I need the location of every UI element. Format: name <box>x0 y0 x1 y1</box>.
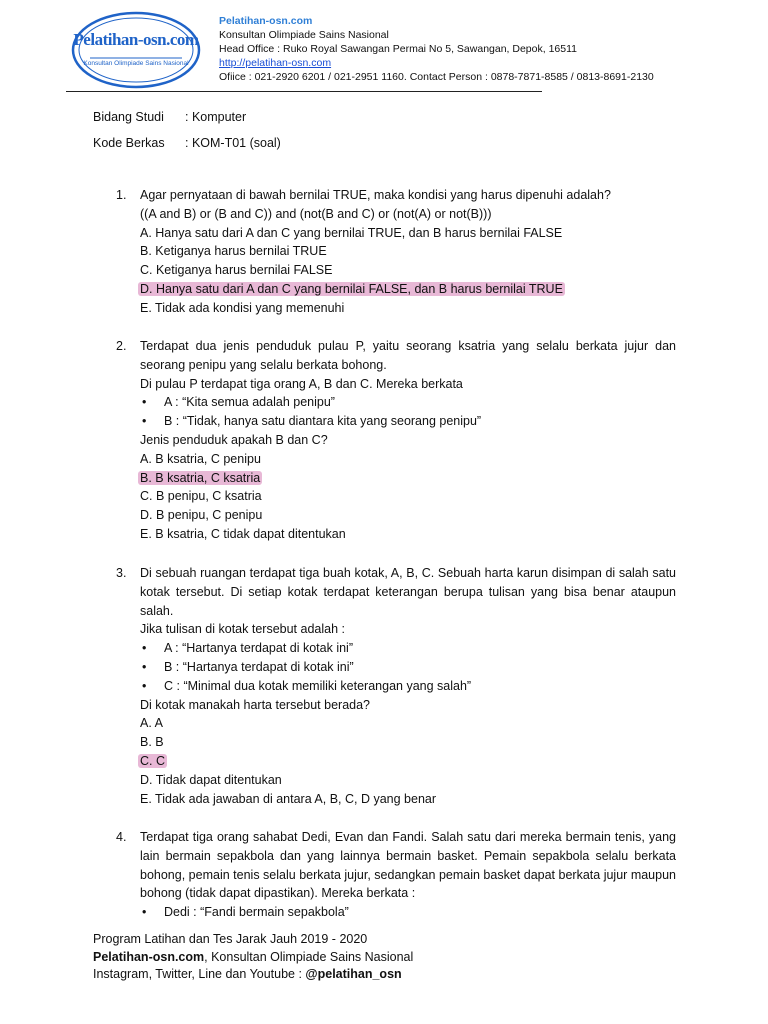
company-logo <box>70 10 202 90</box>
footer-program: Program Latihan dan Tes Jarak Jauh 2019 - 2020 <box>93 932 368 946</box>
question-number: 1. <box>116 188 127 202</box>
question-text-2: Di pulau P terdapat tiga orang A, B dan C. Mereka berkata <box>140 376 463 391</box>
question-number: 4. <box>116 830 127 844</box>
option-d[interactable]: D. B penipu, C penipu <box>140 508 263 523</box>
question-number: 3. <box>116 566 127 580</box>
page-footer <box>93 931 413 984</box>
statement-item: • A : “Hartanya terdapat di kotak ini” <box>140 639 676 658</box>
subject-row <box>93 110 246 124</box>
question-text-2: Jika tulisan di kotak tersebut adalah : <box>140 622 345 637</box>
option-b[interactable]: B. Ketiganya harus bernilai TRUE <box>140 244 327 259</box>
question-text: Agar pernyataan di bawah bernilai TRUE, maka kondisi yang harus dipenuhi adalah? <box>140 188 611 202</box>
option-e[interactable]: E. Tidak ada kondisi yang memenuhi <box>140 300 345 315</box>
question-text: Terdapat dua jenis penduduk pulau P, yaitu seorang ksatria yang selalu berkata jujur dan seorang penipu yang selalu berkata bohong. <box>140 339 676 372</box>
question-3 <box>116 564 676 808</box>
code-label: Kode Berkas <box>93 136 165 150</box>
statement-list <box>140 639 676 695</box>
option-e[interactable]: E. Tidak ada jawaban di antara A, B, C, D yang benar <box>140 791 437 806</box>
question-expression: ((A and B) or (B and C)) and (not(B and C) or (not(A) or not(B))) <box>140 206 492 221</box>
footer-brand: Pelatihan-osn.com <box>93 949 205 964</box>
header-contact: Ofiice : 021-2920 6201 / 021-2951 1160. Contact Person : 0878-7871-8585 / 0813-8691-2130 <box>219 71 654 83</box>
logo-subtext: Konsultan Olimpiade Sains Nasional <box>83 60 189 67</box>
option-d-highlighted[interactable]: D. Hanya satu dari A dan C yang bernilai FALSE, dan B harus bernilai TRUE <box>140 281 563 296</box>
statement-item: • B : “Tidak, hanya satu diantara kita yang seorang penipu” <box>140 412 676 431</box>
option-a[interactable]: A. Hanya satu dari A dan C yang bernilai TRUE, dan B harus bernilai FALSE <box>140 225 563 240</box>
code-row <box>93 136 281 150</box>
header-divider <box>66 91 542 92</box>
option-d[interactable]: D. Tidak dapat ditentukan <box>140 772 282 787</box>
header-org: Konsultan Olimpiade Sains Nasional <box>219 29 389 41</box>
question-2 <box>116 337 676 544</box>
header-brand: Pelatihan-osn.com <box>219 15 313 27</box>
footer-org: , Konsultan Olimpiade Sains Nasional <box>204 949 414 964</box>
question-number: 2. <box>116 339 127 353</box>
question-text: Di sebuah ruangan terdapat tiga buah kotak, A, B, C. Sebuah harta karun disimpan di salah satu kotak tersebut. Di setiap kotak terdapat keterangan berupa tulisan yang bisa benar ataupun salah. <box>140 566 676 618</box>
option-b-highlighted[interactable]: B. B ksatria, C ksatria <box>140 470 261 485</box>
statement-item: • A : “Kita semua adalah penipu” <box>140 393 676 412</box>
subject-label: Bidang Studi <box>93 110 164 124</box>
option-c-highlighted[interactable]: C. C <box>140 753 165 768</box>
option-e[interactable]: E. B ksatria, C tidak dapat ditentukan <box>140 526 346 541</box>
question-4 <box>116 828 676 922</box>
header-website-link[interactable]: http://pelatihan-osn.com <box>219 57 332 69</box>
statement-item: • B : “Hartanya terdapat di kotak ini” <box>140 658 676 677</box>
header-address: Head Office : Ruko Royal Sawangan Permai No 5, Sawangan, Depok, 16511 <box>219 43 577 55</box>
option-b[interactable]: B. B <box>140 735 164 750</box>
footer-social-label: Instagram, Twitter, Line dan Youtube : <box>93 967 306 981</box>
code-value: : KOM-T01 (soal) <box>185 136 281 150</box>
question-ask: Jenis penduduk apakah B dan C? <box>140 432 328 447</box>
question-ask: Di kotak manakah harta tersebut berada? <box>140 697 370 712</box>
statement-item: • Dedi : “Fandi bermain sepakbola” <box>140 903 676 922</box>
question-text: Terdapat tiga orang sahabat Dedi, Evan dan Fandi. Salah satu dari mereka bermain tenis, yang lain bermain sepakbola dan yang lainnya bermain basket. Pemain sepakbola selalu berkata bohong, pemain tenis selalu berkata jujur, sedangkan pemain basket dapat berkata jujur maupun bohong (tidak dapat dipastikan). Mereka berkata : <box>140 830 676 901</box>
statement-list <box>140 393 676 431</box>
subject-value: : Komputer <box>185 110 247 124</box>
footer-social-handle: @pelatihan_osn <box>305 967 402 981</box>
statement-list <box>140 903 676 922</box>
question-1 <box>116 186 676 318</box>
header-info <box>219 14 654 84</box>
option-c[interactable]: C. Ketiganya harus bernilai FALSE <box>140 263 333 278</box>
option-c[interactable]: C. B penipu, C ksatria <box>140 489 262 504</box>
logo-text: Pelatihan-osn.com <box>73 30 199 49</box>
option-a[interactable]: A. B ksatria, C penipu <box>140 451 261 466</box>
option-a[interactable]: A. A <box>140 716 163 731</box>
statement-item: • C : “Minimal dua kotak memiliki keterangan yang salah” <box>140 677 676 696</box>
